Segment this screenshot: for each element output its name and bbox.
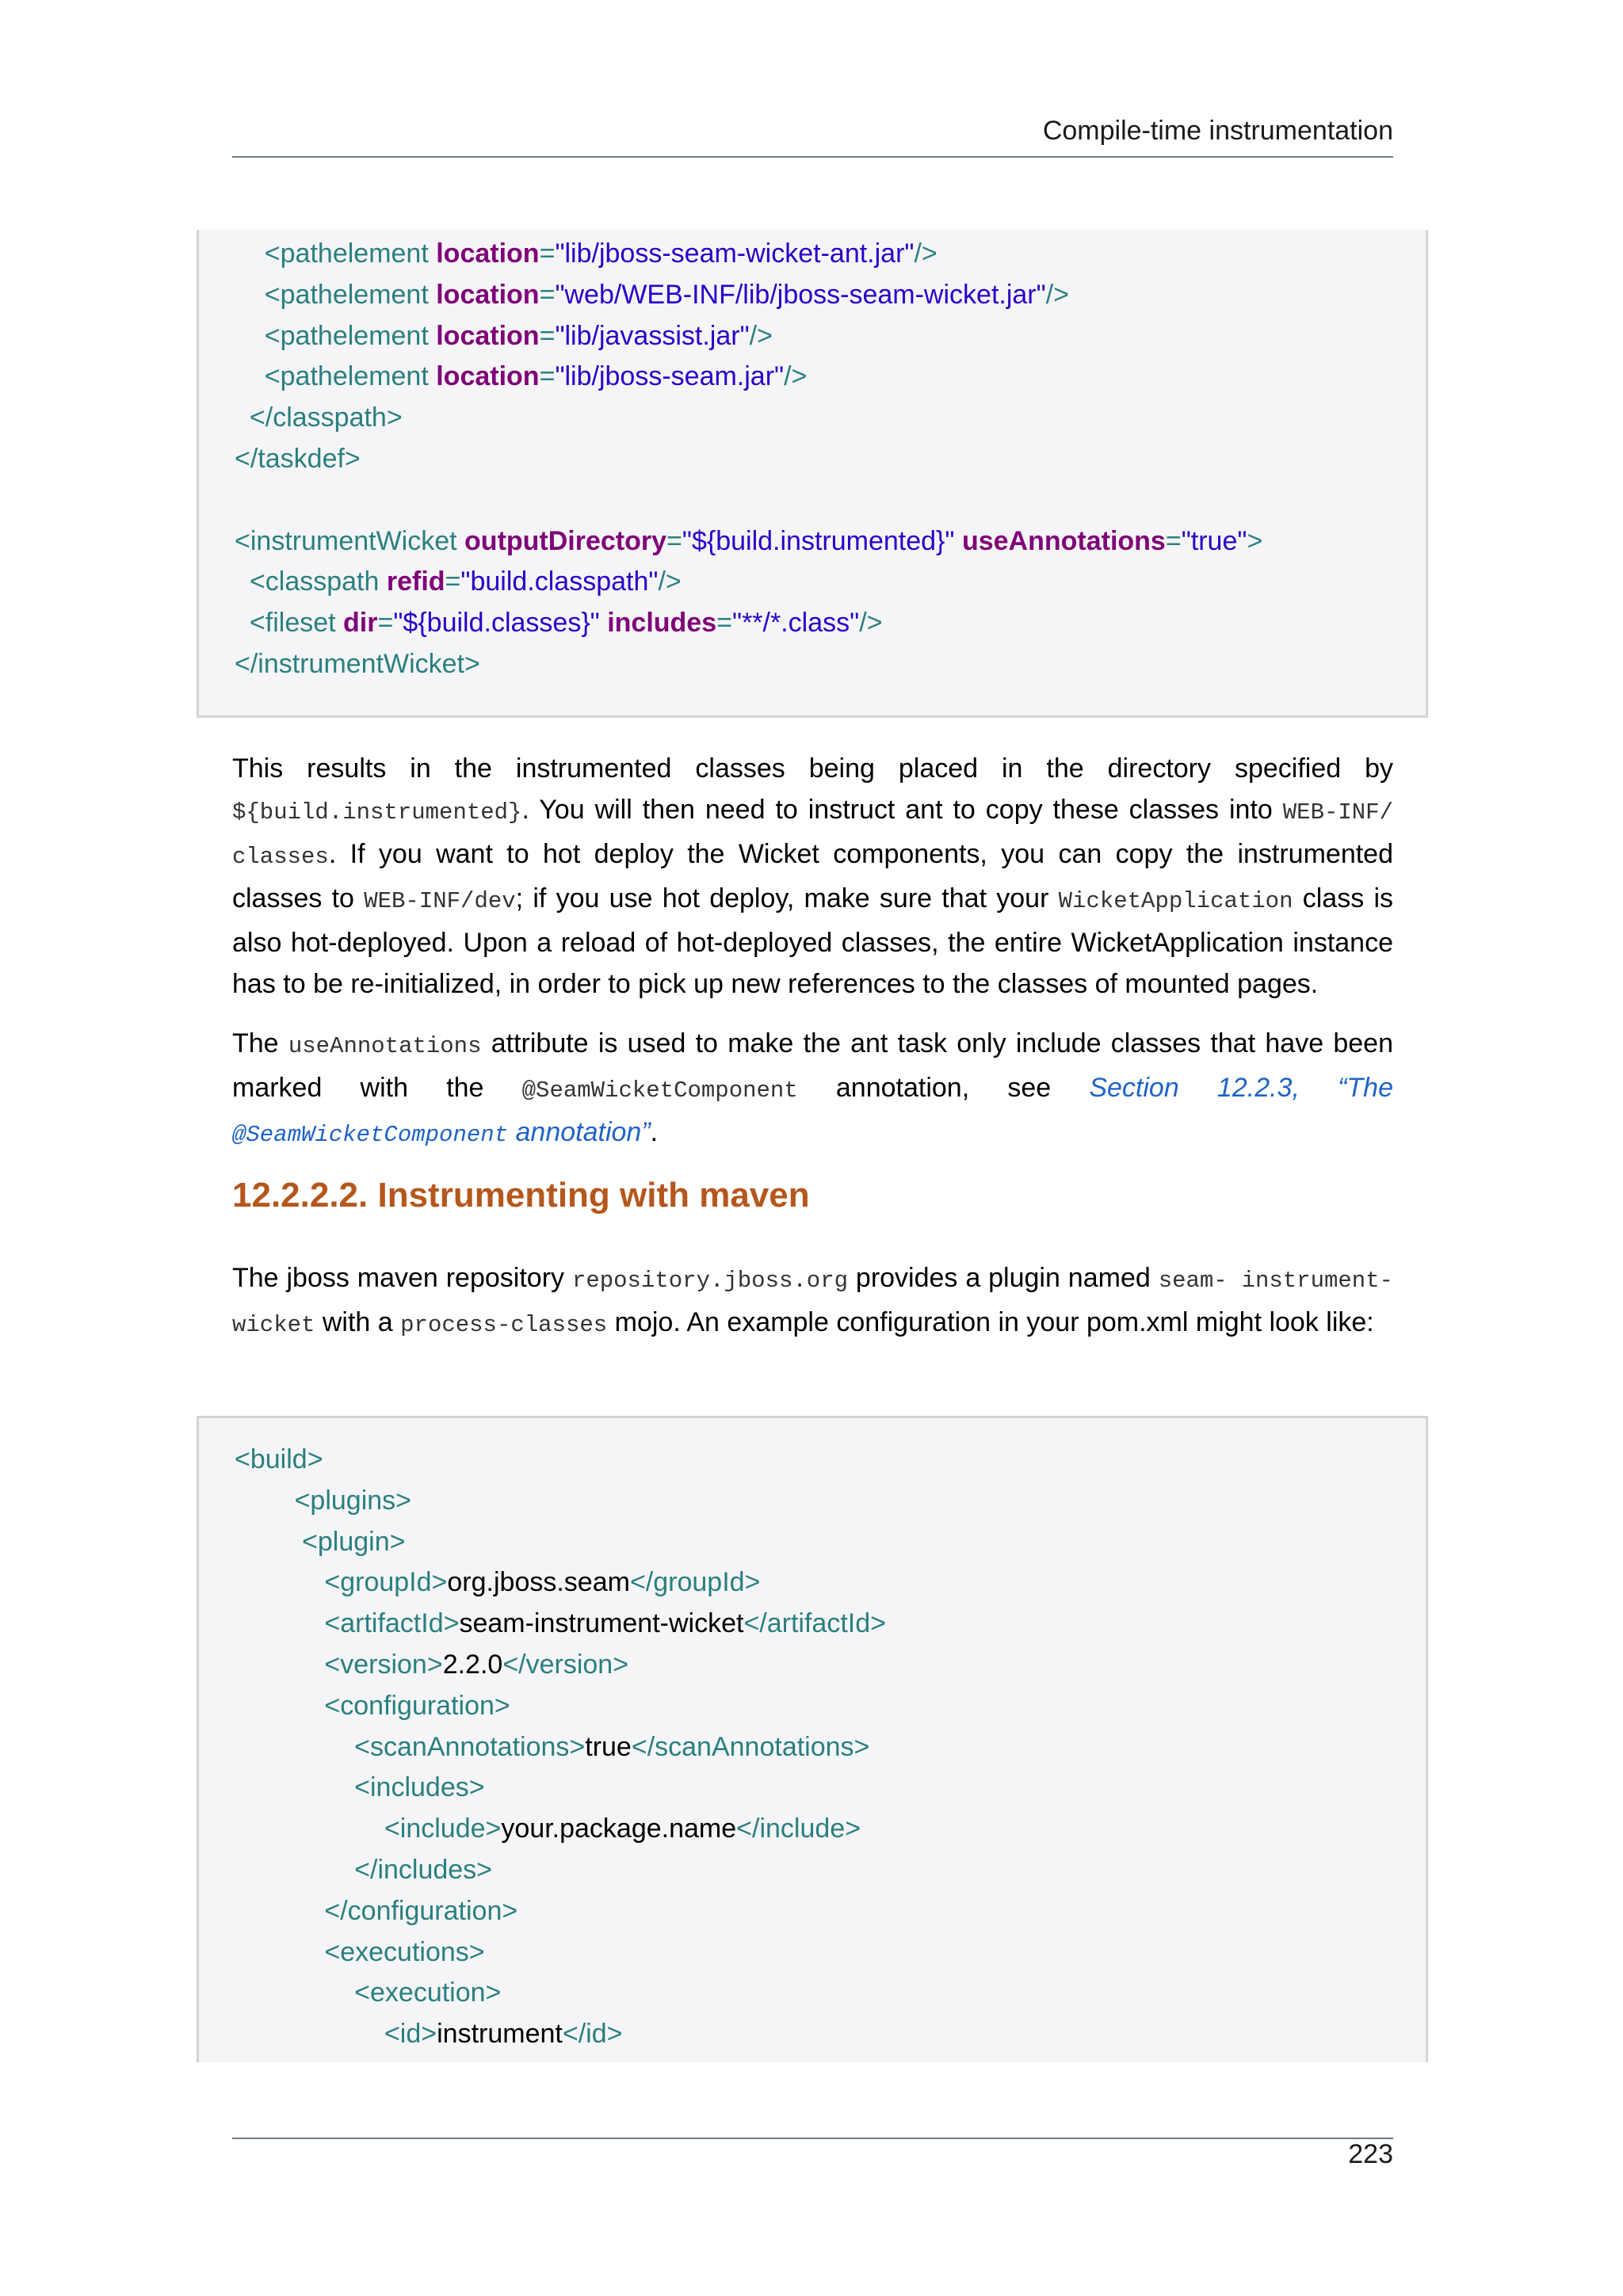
code-line [235,398,1426,439]
inline-code: ${build.instrumented} [232,799,522,826]
code-line [235,1645,1426,1686]
inline-code: @SeamWicketComponent [521,1077,798,1104]
code-line [235,1768,1426,1809]
code-token: = [539,361,556,392]
code-indent [235,402,250,433]
code-token: "true" [1181,525,1247,556]
code-token: seam-instrument-wicket [459,1608,744,1639]
code-line [235,562,1426,603]
code-token: <execution> [354,1978,502,2008]
code-indent [235,2019,384,2049]
code-line [235,1932,1426,1974]
code-token: <includes> [354,1772,485,1803]
running-header-title: Compile-time instrumentation [1042,116,1393,146]
code-line [235,439,1426,480]
inline-code: repository.jboss.org [571,1268,848,1294]
paragraph-instrumented-output: This results in the instrumented classes being placed in the directory specified by ${build.instrumented}. You will then need to instruct ant to copy these classes into WEB-INF/ classes. If you want to hot deploy the Wicket components, you can copy the instrumented classes to WEB-INF/dev; if you use hot deploy, make sure that your WicketApplication class is also hot-deployed. Upon a reload of hot-deployed classes, the entire WicketApplication instance has to be re-initialized, in order to pick up new references to the classes of mounted pages. [232,753,1393,999]
code-token: = [445,566,461,597]
code-token: </scanAnnotations> [631,1731,870,1762]
code-indent [235,1486,295,1516]
code-line [235,234,1426,275]
code-token: = [666,525,682,556]
code-token: "lib/javassist.jar" [555,320,750,351]
code-token: <pathelement [264,238,437,269]
code-line [235,1727,1426,1768]
code-token: <artifactId> [324,1608,460,1639]
code-indent [235,280,265,310]
code-line [235,316,1426,357]
code-line [235,1481,1426,1522]
code-indent [235,1937,324,1967]
code-token: location [436,279,540,310]
code-block-maven-pom [197,1416,1428,2062]
code-token: </version> [502,1649,629,1680]
code-token: <executions> [324,1936,485,1967]
code-line [235,480,1426,521]
code-line [235,521,1426,563]
code-indent [235,1978,354,2008]
code-token: <configuration> [324,1690,510,1721]
code-indent [235,238,265,269]
section-heading: 12.2.2.2. Instrumenting with maven [232,1176,810,1215]
code-token: = [716,608,732,639]
code-indent [235,1567,324,1597]
code-token: = [539,320,556,351]
code-token: /> [914,238,938,269]
code-token: org.jboss.seam [447,1567,630,1598]
code-token: location [436,361,540,392]
page-number: 223 [1348,2139,1393,2169]
code-token: </groupId> [629,1567,761,1598]
code-line [235,1562,1426,1604]
code-token: <pathelement [264,320,437,351]
code-token: </classpath> [249,402,403,433]
code-indent [235,566,250,597]
code-token: "${build.instrumented}" [682,525,962,556]
code-line [235,275,1426,316]
code-token: "lib/jboss-seam-wicket-ant.jar" [555,238,915,269]
code-token: = [539,279,556,310]
inline-code: process-classes [400,1312,608,1338]
code-token: <id> [384,2019,437,2050]
code-indent [235,1772,354,1802]
inline-code: WicketApplication [1058,888,1293,914]
code-token: <plugins> [294,1485,412,1516]
inline-code: WEB-INF/ classes [232,799,1393,870]
code-indent [235,321,265,351]
code-token: /> [749,320,773,351]
code-line [235,1522,1426,1563]
code-token: includes [607,608,717,639]
code-indent [235,1691,324,1721]
code-indent [235,1608,324,1638]
code-token: </taskdef> [235,443,361,474]
code-token: instrument [437,2019,563,2050]
section-cross-reference-link[interactable]: Section 12.2.3, “The @SeamWicketComponent annotation” [232,1073,1393,1148]
code-token: true [585,1731,632,1762]
inline-code: useAnnotations [288,1033,482,1059]
code-token: <pathelement [264,361,437,392]
code-token: refid [386,566,445,597]
header-rule [232,156,1393,158]
code-line [235,1809,1426,1850]
paragraph-use-annotations: The useAnnotations attribute is used to make the ant task only include classes that have been marked with the @SeamWicketComponent annotation, see Section 12.2.3, “The @SeamWicketComponent annotation”. [232,1028,1393,1148]
code-token: location [436,238,540,269]
code-token: "web/WEB-INF/lib/jboss-seam-wicket.jar" [555,279,1046,310]
code-token: "**/*.class" [732,608,860,639]
code-token: = [377,608,394,639]
code-line [235,1850,1426,1891]
code-token: "${build.classes}" [393,608,608,639]
code-token: /> [658,566,682,597]
code-token: <build> [235,1444,323,1474]
code-indent [235,1527,302,1557]
code-token: <include> [384,1814,502,1844]
code-token: </artifactId> [743,1608,886,1639]
code-token: <groupId> [324,1567,448,1598]
code-line [235,603,1426,644]
code-token: <pathelement [264,279,437,310]
code-token: "build.classpath" [460,566,659,597]
code-token: /> [859,608,883,639]
code-token: <fileset [249,608,344,639]
code-line [235,1973,1426,2014]
code-line [235,644,1426,685]
code-line [235,2014,1426,2055]
code-indent [235,1855,354,1885]
code-token: 2.2.0 [442,1649,503,1680]
code-token: </include> [736,1814,861,1844]
code-token: <version> [324,1649,443,1680]
code-line [235,1604,1426,1645]
code-indent [235,361,265,391]
code-token: <plugin> [302,1526,406,1557]
code-token: > [1247,525,1263,556]
code-block-ant [197,230,1428,718]
inline-code: WEB-INF/dev [364,888,516,914]
code-indent [235,608,250,638]
code-token: = [539,238,556,269]
code-token: <classpath [249,566,387,597]
code-indent [235,1814,384,1844]
code-indent [235,1896,324,1926]
code-token: "lib/jboss-seam.jar" [555,361,785,392]
code-line [235,1686,1426,1727]
code-token: location [436,320,540,351]
code-token: </instrumentWicket> [235,648,480,679]
code-line [235,1440,1426,1481]
code-token: = [1165,525,1182,556]
code-line [235,1891,1426,1932]
code-indent [235,1732,354,1762]
paragraph-maven-plugin: The jboss maven repository repository.jboss.org provides a plugin named seam- instrument-wicket with a process-classes mojo. An example configuration in your pom.xml might look like: [232,1263,1393,1338]
inline-code: seam- instrument-wicket [232,1268,1393,1338]
code-token: <scanAnnotations> [354,1731,586,1762]
code-token: dir [343,608,378,639]
code-token: /> [784,361,808,392]
code-token: outputDirectory [464,525,667,556]
code-token: <instrumentWicket [235,525,465,556]
code-token: your.package.name [501,1814,737,1844]
code-token: </configuration> [324,1895,518,1926]
code-token: </id> [562,2019,623,2050]
code-token: useAnnotations [961,525,1166,556]
code-token: /> [1045,279,1070,310]
code-line [235,357,1426,398]
footer-rule [232,2138,1393,2139]
code-indent [235,1650,324,1680]
code-token: </includes> [354,1854,493,1885]
